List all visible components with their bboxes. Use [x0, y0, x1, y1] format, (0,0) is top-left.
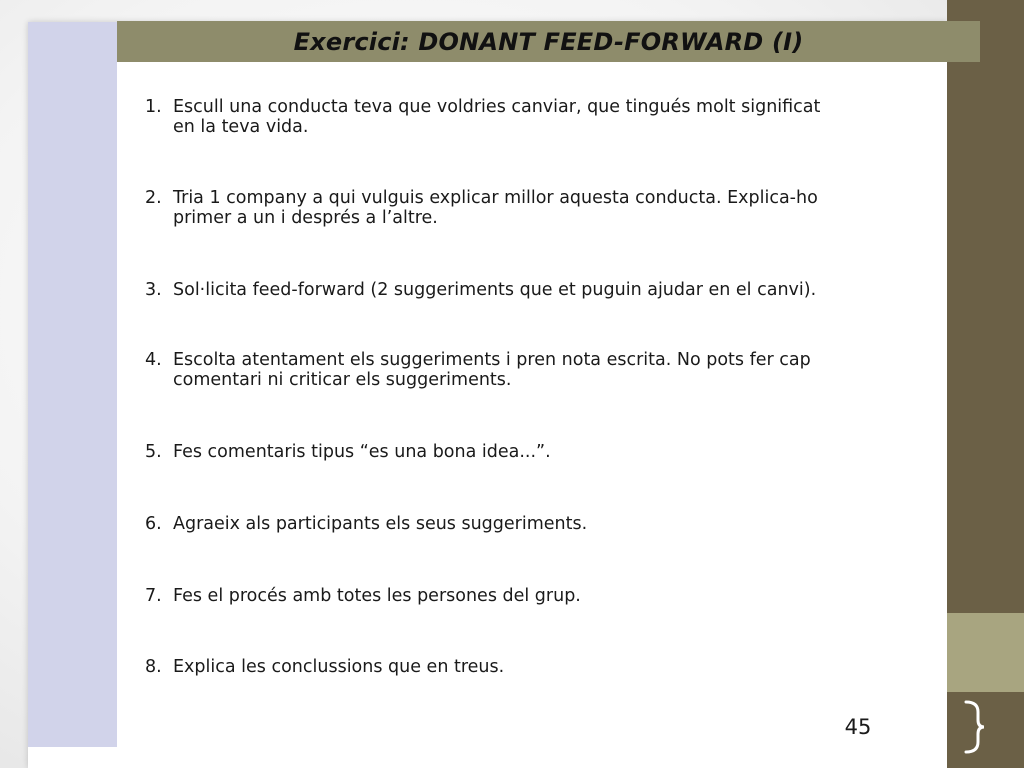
- list-item-text-continued: comentari ni criticar els suggeriments.: [173, 370, 512, 390]
- list-item: [145, 97, 925, 137]
- list-item: [145, 514, 925, 534]
- list-item-text: Escolta atentament els suggeriments i pren nota escrita. No pots fer cap: [173, 350, 811, 370]
- list-item-text: Tria 1 company a qui vulguis explicar millor aquesta conducta. Explica-ho: [173, 188, 818, 208]
- title-bar: [117, 21, 980, 62]
- page-number: 45: [844, 715, 872, 739]
- list-item-text: Agraeix als participants els seus suggeriments.: [173, 514, 588, 534]
- list-item-number: 7.: [145, 586, 162, 606]
- list-item: [145, 586, 925, 606]
- list-item-text-continued: primer a un i després a l’altre.: [173, 208, 438, 228]
- list-item-text: Fes el procés amb totes les persones del grup.: [173, 586, 581, 606]
- list-item-number: 1.: [145, 97, 162, 117]
- list-item: [145, 442, 925, 462]
- list-item-number: 5.: [145, 442, 162, 462]
- list-item-number: 8.: [145, 657, 162, 677]
- slide-title: Exercici: DONANT FEED-FORWARD (I): [293, 27, 804, 56]
- list-item-text-continued: en la teva vida.: [173, 117, 309, 137]
- right-accent-band-dark: [947, 0, 1024, 613]
- list-item-number: 2.: [145, 188, 162, 208]
- right-bracket-icon: [962, 700, 986, 754]
- list-item-number: 4.: [145, 350, 162, 370]
- list-item: [145, 280, 925, 300]
- list-item-number: 6.: [145, 514, 162, 534]
- list-item: [145, 350, 925, 390]
- list-item-text: Fes comentaris tipus “es una bona idea...”.: [173, 442, 551, 462]
- left-accent-band: [28, 22, 117, 747]
- list-item-number: 3.: [145, 280, 162, 300]
- list-item-text: Escull una conducta teva que voldries canviar, que tingués molt significat: [173, 97, 821, 117]
- list-item: [145, 188, 925, 228]
- list-item-text: Explica les conclussions que en treus.: [173, 657, 505, 677]
- right-accent-band-light: [947, 613, 1024, 692]
- list-item: [145, 657, 925, 677]
- list-item-text: Sol·licita feed-forward (2 suggeriments que et puguin ajudar en el canvi).: [173, 280, 817, 300]
